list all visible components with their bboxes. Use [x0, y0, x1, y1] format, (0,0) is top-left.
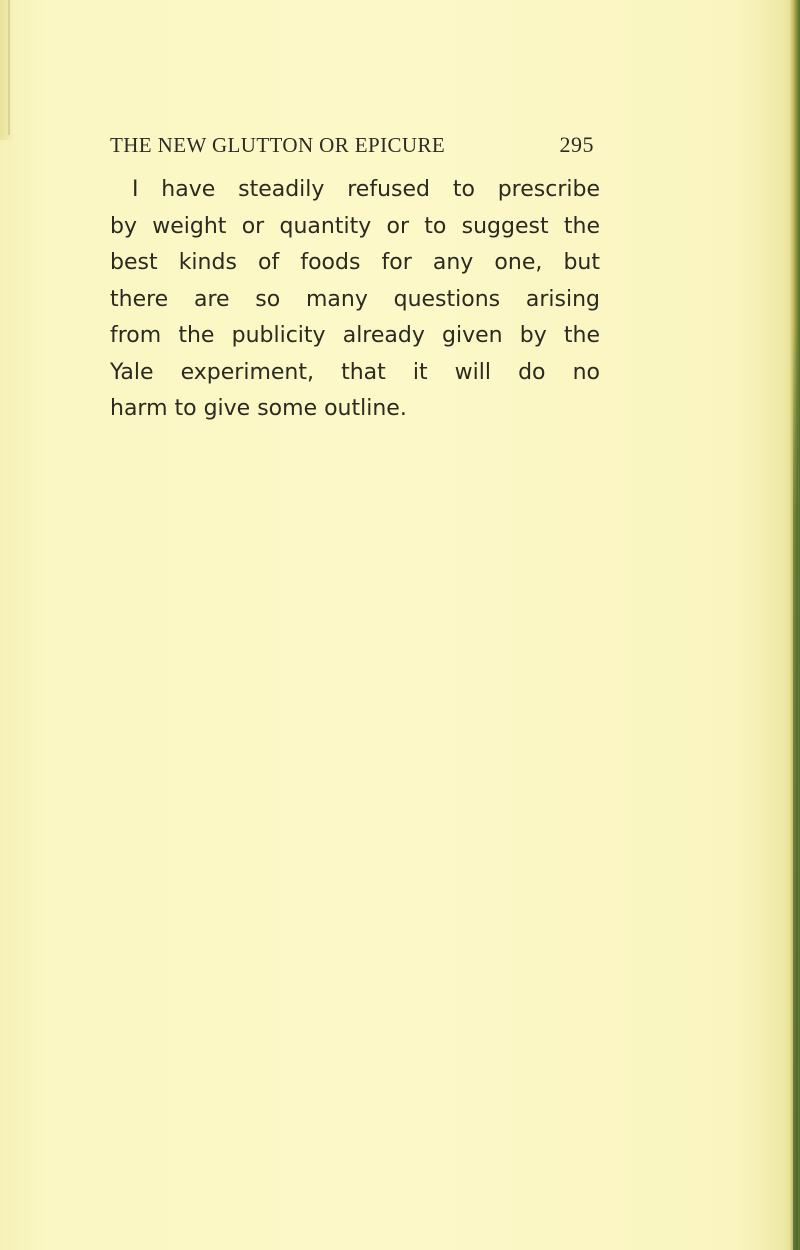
- paragraph: [110, 172, 600, 428]
- paragraph-line: there are so many questions arising: [110, 286, 600, 312]
- page-number: 295: [559, 132, 594, 157]
- running-head-title: THE NEW GLUTTON OR EPICURE: [110, 133, 446, 157]
- paragraph-line: best kinds of foods for any one, but: [110, 250, 600, 275]
- paragraph-line: by weight or quantity or to suggest the: [110, 213, 600, 239]
- paragraph-line: I have steadily refused to prescribe: [132, 177, 600, 202]
- page-edge-shadow: [793, 330, 798, 1250]
- paragraph-line: harm to give some outline.: [110, 396, 407, 421]
- running-head: [110, 132, 594, 158]
- paragraph-line: from the publicity already given by the: [110, 323, 600, 348]
- page-binding-shadow: [0, 0, 14, 140]
- paragraph-line: Yale experiment, that it will do no: [110, 359, 600, 385]
